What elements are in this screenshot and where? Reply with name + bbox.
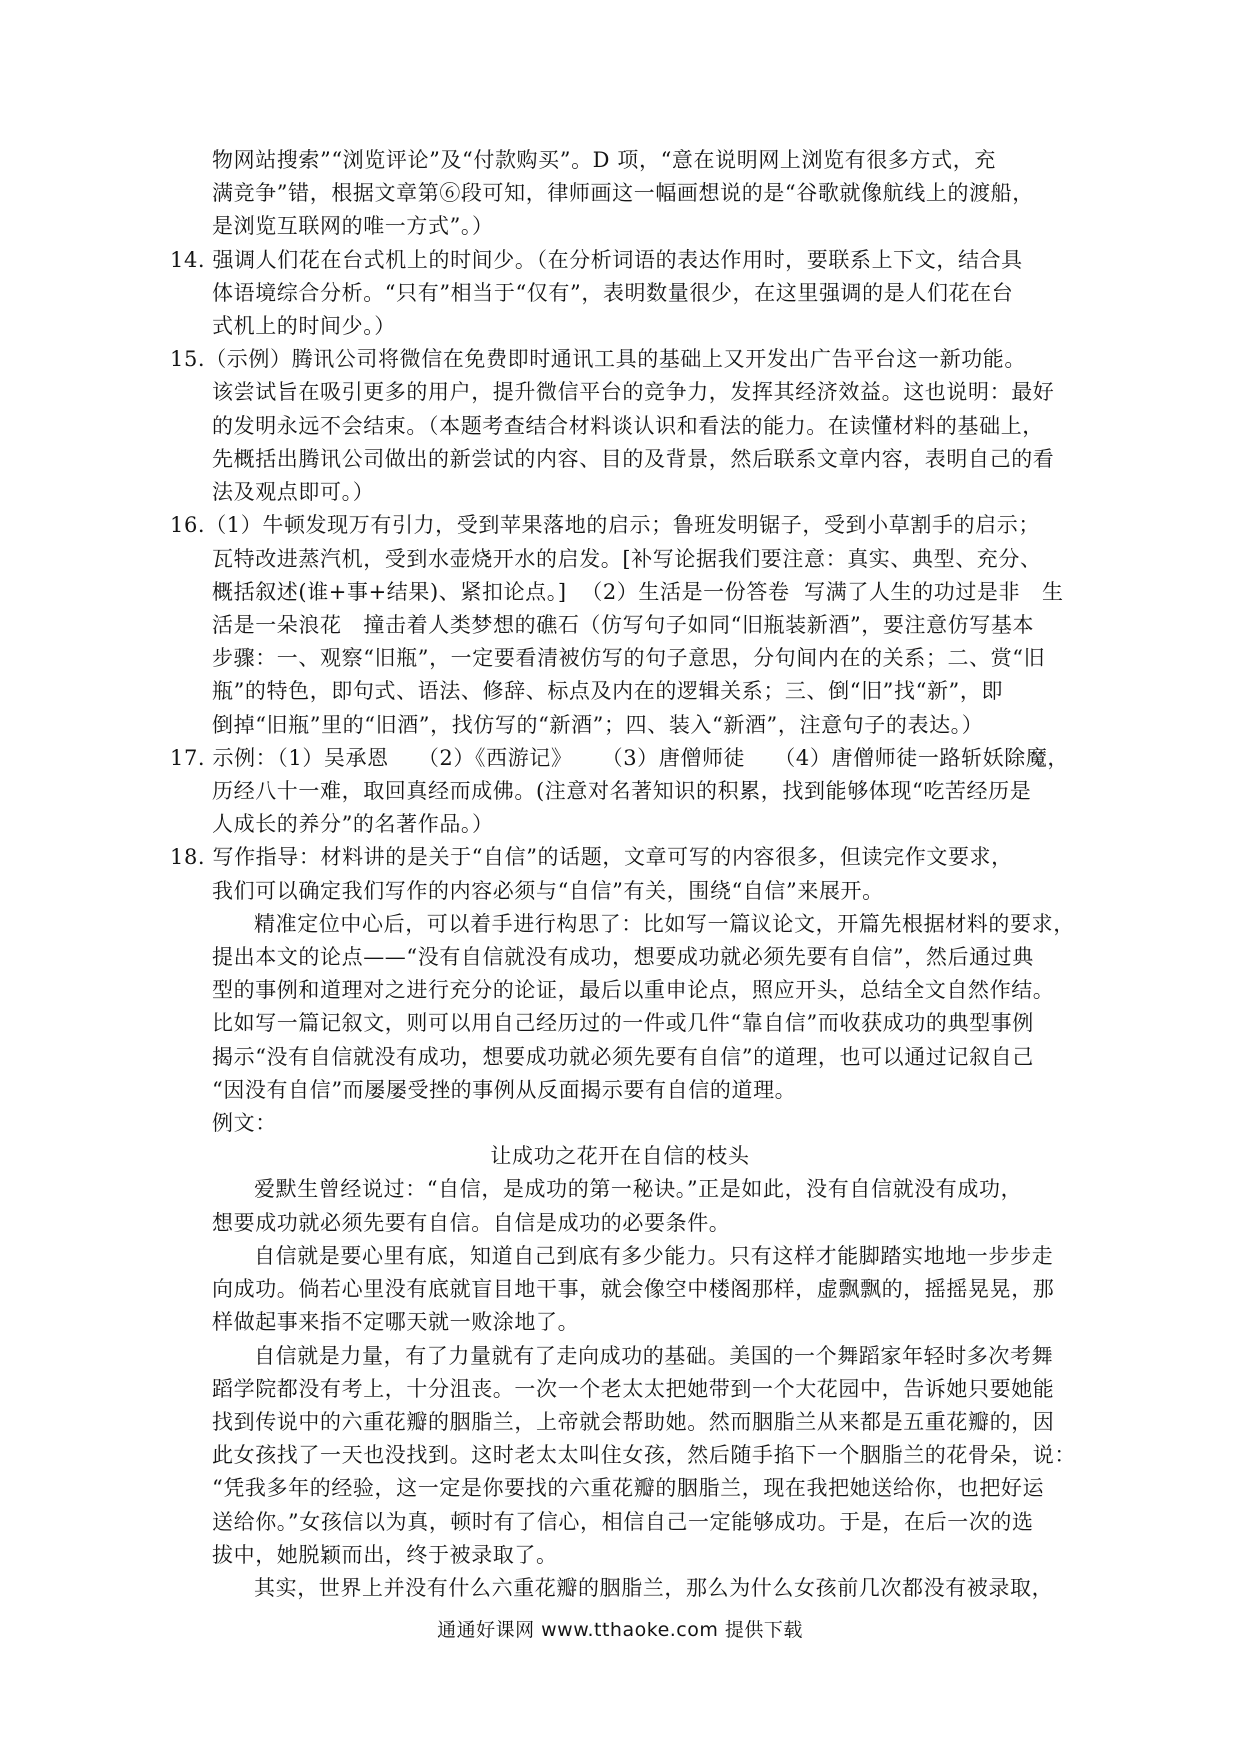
text-line: 概括叙述(谁+事+结果)、紧扣论点。] （2）生活是一份答卷 写满了人生的功过是非 生 xyxy=(212,580,1064,604)
text-line: 瓶”的特色，即句式、语法、修辞、标点及内在的逻辑关系；三、倒“旧”找“新”，即 xyxy=(212,679,1004,703)
text-line: 比如写一篇记叙文，则可以用自己经历过的一件或几件“靠自信”而收获成功的典型事例 xyxy=(212,1011,1034,1035)
text-line: 我们可以确定我们写作的内容必须与“自信”有关，围绕“自信”来展开。 xyxy=(212,879,884,903)
text-line: 法及观点即可。） xyxy=(212,480,375,504)
text-line: 15.（示例）腾讯公司将微信在免费即时通讯工具的基础上又开发出广告平台这一新功能。 xyxy=(170,347,1026,371)
text-line: 其实，世界上并没有什么六重花瓣的胭脂兰，那么为什么女孩前几次都没有被录取， xyxy=(254,1576,1054,1600)
text-line: 向成功。倘若心里没有底就盲目地干事，就会像空中楼阁那样，虚飘飘的，摇摇晃晃，那 xyxy=(212,1277,1055,1301)
text-line: 自信就是要心里有底，知道自己到底有多少能力。只有这样才能脚踏实地地一步步走 xyxy=(254,1244,1054,1268)
essay-title: 让成功之花开在自信的枝头 xyxy=(490,1144,750,1168)
text-line: 送给你。”女孩信以为真，顿时有了信心，相信自己一定能够成功。于是，在后一次的选 xyxy=(212,1510,1034,1534)
text-line: 14. 强调人们花在台式机上的时间少。（在分析词语的表达作用时，要联系上下文，结合具 xyxy=(170,248,1023,272)
text-line: 满竞争”错，根据文章第⑥段可知，律师画这一幅画想说的是“谷歌就像航线上的渡船， xyxy=(212,181,1034,205)
text-line: 想要成功就必须先要有自信。自信是成功的必要条件。 xyxy=(212,1211,731,1235)
text-line: 瓦特改进蒸汽机，受到水壶烧开水的启发。[补写论据我们要注意：真实、典型、充分、 xyxy=(212,547,1042,571)
text-line: 倒掉“旧瓶”里的“旧酒”，找仿写的“新酒”；四、装入“新酒”，注意句子的表达。） xyxy=(212,713,984,737)
text-line: 此女孩找了一天也没找到。这时老太太叫住女孩，然后随手掐下一个胭脂兰的花骨朵，说： xyxy=(212,1443,1076,1467)
text-line: 精准定位中心后，可以着手进行构思了：比如写一篇议论文，开篇先根据材料的要求， xyxy=(254,912,1075,936)
text-line: 蹈学院都没有考上，十分沮丧。一次一个老太太把她带到一个大花园中，告诉她只要她能 xyxy=(212,1377,1055,1401)
text-line: 提出本文的论点——“没有自信就没有成功，想要成功就必须先要有自信”，然后通过典 xyxy=(212,945,1034,969)
text-line: 型的事例和道理对之进行充分的论证，最后以重申论点，照应开头，总结全文自然作结。 xyxy=(212,978,1055,1002)
text-line: 17. 示例：（1）吴承恩 （2）《西游记》 （3）唐僧师徒 （4）唐僧师徒一路斩妖除魔， xyxy=(170,746,1070,770)
text-line: 体语境综合分析。“只有”相当于“仅有”，表明数量很少，在这里强调的是人们花在台 xyxy=(212,281,1014,305)
text-line: 18. 写作指导：材料讲的是关于“自信”的话题，文章可写的内容很多，但读完作文要求， xyxy=(170,845,1013,869)
text-line: 样做起事来指不定哪天就一败涂地了。 xyxy=(212,1310,580,1334)
text-line: 爱默生曾经说过：“自信，是成功的第一秘诀。”正是如此，没有自信就没有成功， xyxy=(254,1177,1023,1201)
text-line: 步骤：一、观察“旧瓶”，一定要看清被仿写的句子意思，分句间内在的关系；二、赏“旧 xyxy=(212,646,1046,670)
text-line: 自信就是力量，有了力量就有了走向成功的基础。美国的一个舞蹈家年轻时多次考舞 xyxy=(254,1344,1054,1368)
text-line: 人成长的养分”的名著作品。） xyxy=(212,812,494,836)
download-footer: 通通好课网 www.tthaoke.com 提供下载 xyxy=(437,1619,803,1641)
text-line: 揭示“没有自信就没有成功，想要成功就必须先要有自信”的道理，也可以通过记叙自己 xyxy=(212,1045,1034,1069)
text-line: 先概括出腾讯公司做出的新尝试的内容、目的及背景，然后联系文章内容，表明自己的看 xyxy=(212,447,1055,471)
text-line: 拔中，她脱颖而出，终于被录取了。 xyxy=(212,1543,558,1567)
text-line: 是浏览互联网的唯一方式”。） xyxy=(212,214,494,238)
text-line: “因没有自信”而屡屡受挫的事例从反面揭示要有自信的道理。 xyxy=(212,1078,797,1102)
text-line: 的发明永远不会结束。（本题考查结合材料谈认识和看法的能力。在读懂材料的基础上， xyxy=(212,414,1044,438)
text-line: 历经八十一难，取回真经而成佛。(注意对名著知识的积累，找到能够体现“吃苦经历是 xyxy=(212,779,1032,803)
text-line: 16.（1）牛顿发现万有引力，受到苹果落地的启示；鲁班发明锯子，受到小草割手的启示； xyxy=(170,513,1040,537)
text-line: 物网站搜索”“浏览评论”及“付款购买”。D 项，“意在说明网上浏览有很多方式，充 xyxy=(212,148,996,172)
text-line: “凭我多年的经验，这一定是你要找的六重花瓣的胭脂兰，现在我把她送给你，也把好运 xyxy=(212,1476,1045,1500)
text-line: 活是一朵浪花 撞击着人类梦想的礁石（仿写句子如同“旧瓶装新酒”，要注意仿写基本 xyxy=(212,613,1035,637)
text-line: 该尝试旨在吸引更多的用户，提升微信平台的竞争力，发挥其经济效益。这也说明：最好 xyxy=(212,380,1055,404)
text-line: 找到传说中的六重花瓣的胭脂兰，上帝就会帮助她。然而胭脂兰从来都是五重花瓣的，因 xyxy=(212,1410,1055,1434)
essay-label: 例文： xyxy=(212,1111,277,1135)
text-line: 式机上的时间少。） xyxy=(212,314,396,338)
